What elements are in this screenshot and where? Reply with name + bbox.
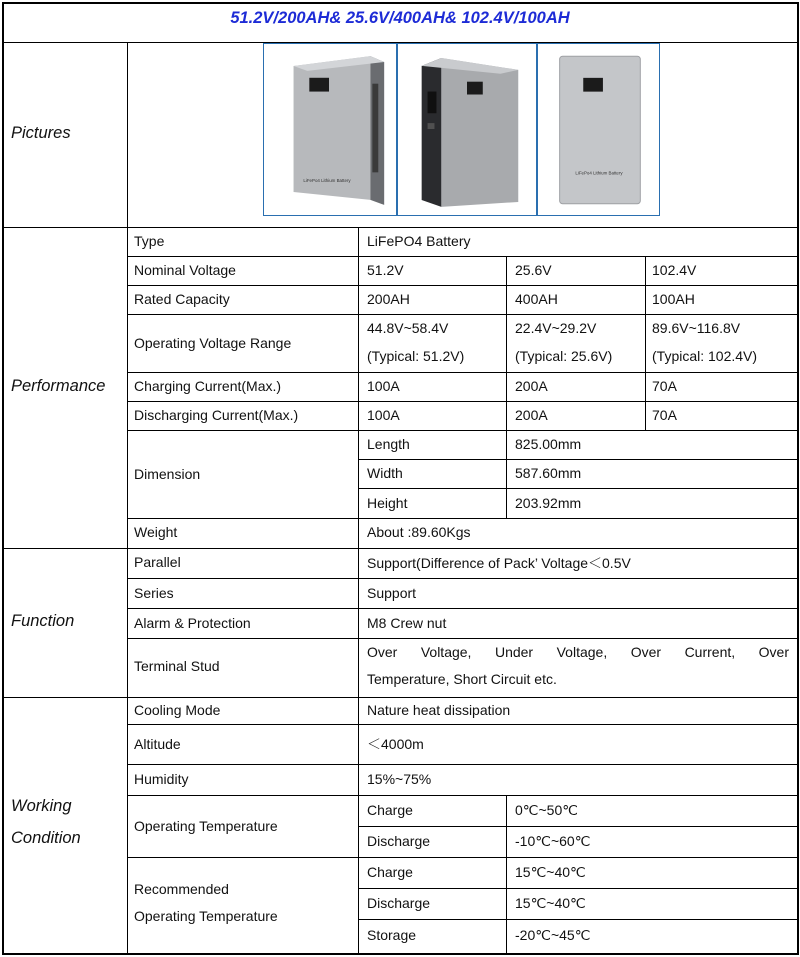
section-function: Function xyxy=(11,612,75,630)
op-charge-label: Charge xyxy=(367,802,413,818)
width-value: 587.60mm xyxy=(515,465,582,481)
series-value: Support xyxy=(367,585,417,601)
rated-capacity-1: 200AH xyxy=(367,291,410,307)
rated-capacity-label: Rated Capacity xyxy=(134,291,230,307)
type-label: Type xyxy=(134,233,165,249)
charging-current-1: 100A xyxy=(367,378,400,394)
section-working-line2: Condition xyxy=(11,829,81,847)
voltage-range-1: 44.8V~58.4V xyxy=(367,320,449,336)
nominal-voltage-1: 51.2V xyxy=(367,262,404,278)
recommended-label-line2: Operating Temperature xyxy=(134,908,278,924)
height-label: Height xyxy=(367,495,408,511)
altitude-value: ＜4000m xyxy=(367,736,424,752)
rated-capacity-3: 100AH xyxy=(652,291,695,307)
voltage-range-label: Operating Voltage Range xyxy=(134,335,292,351)
height-value: 203.92mm xyxy=(515,495,582,511)
charging-current-3: 70A xyxy=(652,378,677,394)
alarm-protection-label: Alarm & Protection xyxy=(134,615,251,631)
operating-temperature-label: Operating Temperature xyxy=(134,818,278,834)
discharging-current-3: 70A xyxy=(652,407,677,423)
nominal-voltage-label: Nominal Voltage xyxy=(134,262,236,278)
rec-storage-label: Storage xyxy=(367,927,417,943)
weight-label: Weight xyxy=(134,524,178,540)
nominal-voltage-2: 25.6V xyxy=(515,262,552,278)
battery-photo-side xyxy=(397,43,537,216)
rec-discharge-label: Discharge xyxy=(367,895,431,911)
discharging-current-label: Discharging Current(Max.) xyxy=(134,407,299,423)
cooling-mode-value: Nature heat dissipation xyxy=(367,702,511,718)
charging-current-label: Charging Current(Max.) xyxy=(134,378,282,394)
op-discharge-value: -10℃~60℃ xyxy=(515,833,591,849)
terminal-stud-label: Terminal Stud xyxy=(134,658,220,674)
width-label: Width xyxy=(367,465,403,481)
parallel-value: Support(Difference of Pack’ Voltage＜0.5V xyxy=(367,555,631,571)
voltage-range-1-typical: (Typical: 51.2V) xyxy=(367,348,465,364)
rec-charge-label: Charge xyxy=(367,864,413,880)
section-pictures: Pictures xyxy=(11,124,71,142)
voltage-range-2: 22.4V~29.2V xyxy=(515,320,597,336)
battery-photo-front xyxy=(263,43,397,216)
op-discharge-label: Discharge xyxy=(367,833,431,849)
rec-storage-value: -20℃~45℃ xyxy=(515,927,591,943)
terminal-stud-value-line2: Temperature, Short Circuit etc. xyxy=(367,671,557,687)
dimension-label: Dimension xyxy=(134,466,201,482)
altitude-label: Altitude xyxy=(134,736,181,752)
page-title: 51.2V/200AH& 25.6V/400AH& 102.4V/100AH xyxy=(230,9,570,27)
recommended-label-line1: Recommended xyxy=(134,881,229,897)
weight-value: About :89.60Kgs xyxy=(367,524,471,540)
terminal-stud-value-line1: Over Voltage, Under Voltage, Over Current, Over xyxy=(367,644,789,660)
humidity-label: Humidity xyxy=(134,771,189,787)
discharging-current-1: 100A xyxy=(367,407,400,423)
length-label: Length xyxy=(367,436,410,452)
photo-label-back: LiFePo4 Lithium Battery xyxy=(575,170,623,176)
section-performance: Performance xyxy=(11,377,106,395)
rec-discharge-value: 15℃~40℃ xyxy=(515,895,586,911)
length-value: 825.00mm xyxy=(515,436,582,452)
nominal-voltage-3: 102.4V xyxy=(652,262,697,278)
battery-photo-back xyxy=(537,43,660,216)
section-working-line1: Working xyxy=(11,797,72,815)
humidity-value: 15%~75% xyxy=(367,771,432,787)
rec-charge-value: 15℃~40℃ xyxy=(515,864,586,880)
voltage-range-3-typical: (Typical: 102.4V) xyxy=(652,348,758,364)
series-label: Series xyxy=(134,585,174,601)
voltage-range-3: 89.6V~116.8V xyxy=(652,320,741,336)
voltage-range-2-typical: (Typical: 25.6V) xyxy=(515,348,613,364)
rated-capacity-2: 400AH xyxy=(515,291,558,307)
discharging-current-2: 200A xyxy=(515,407,548,423)
type-value: LiFePO4 Battery xyxy=(367,233,471,249)
cooling-mode-label: Cooling Mode xyxy=(134,702,221,718)
photo-label-front: LiFePo4 Lithium Battery xyxy=(303,178,351,184)
parallel-label: Parallel xyxy=(134,554,181,570)
alarm-protection-value: M8 Crew nut xyxy=(367,615,447,631)
charging-current-2: 200A xyxy=(515,378,548,394)
op-charge-value: 0℃~50℃ xyxy=(515,802,578,818)
